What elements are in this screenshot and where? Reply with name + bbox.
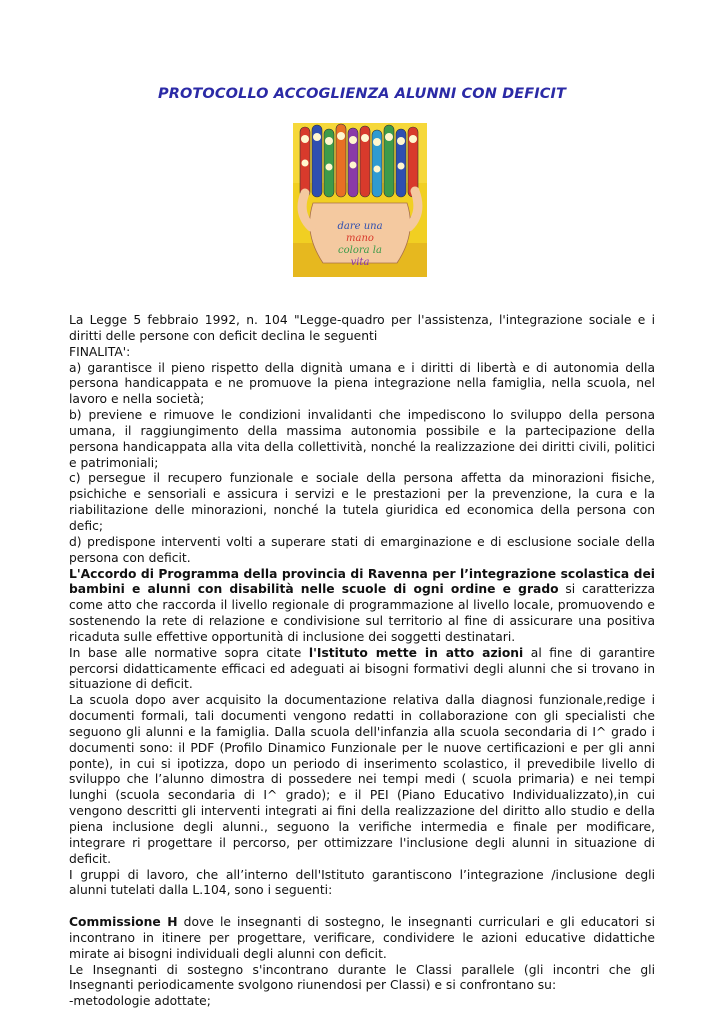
- accordo-bold-text: L'Accordo di Programma della provincia di Ravenna per l’integrazione scolastica dei bambini e alunni con disabilità nelle scuole di ogni ordine e grado: [69, 566, 655, 597]
- paragraph-accordo-programma: [69, 567, 655, 646]
- caption-line-3: colora la: [338, 245, 382, 256]
- istituto-text-b: al fine di garantire percorsi didatticamente efficaci ed adeguati ai bisogni formativi degli alunni che si trovano in situazione di deficit.: [69, 645, 655, 692]
- paragraph-gruppi-lavoro: I gruppi di lavoro, che all’interno dell'Istituto garantiscono l’integrazione /inclusione degli alunni tutelati dalla L.104, sono i seguenti:: [69, 867, 655, 898]
- paragraph-istituto-azioni: [69, 646, 655, 694]
- paragraph-finalita-c: c) persegue il recupero funzionale e sociale della persona affetta da minorazioni fisiche, psichiche e sensoriali e assicura i servizi e le prestazioni per la prevenzione, la cura e la riabilitazione delle minorazioni, nonché la tutela giuridica ed economica della persona con defic;: [69, 471, 655, 533]
- istituto-bold-text: l'Istituto mette in atto azioni: [308, 645, 524, 660]
- painted-hands-illustration: [293, 123, 427, 277]
- paragraph-documentazione: La scuola dopo aver acquisito la documentazione relativa dalla diagnosi funzionale,redige i documenti formali, tali documenti vengono redatti in collaborazione con gli specialisti che seguono gli alunni e la famiglia. Dalla scuola dell'infanzia alla scuola secondaria di I^ grado i documenti sono: il PDF (Profilo Dinamico Funzionale per le nuove certificazioni e per gli anni ponte), in cui si ipotizza, dopo un periodo di inserimento scolastico, il prevedibile livello di sviluppo che l’alunno dimostra di possedere nei tempi medi ( scuola primaria) e nei tempi lunghi (scuola secondaria di I^ grado); e il PEI (Piano Educativo Individualizzato),in cui vengono descritti gli interventi integrati ai fini della realizzazione del diritto allo studio e della piena inclusione degli alunni., seguono la verifiche intermedia e finale per modificare, integrare ri progettare il percorso, per ottimizzare l'inclusione degli alunni in situazione di deficit.: [69, 693, 655, 866]
- commissione-bold-text: Commissione H: [69, 915, 178, 930]
- paragraph-commissione-h: [69, 915, 655, 963]
- paragraph-finalita-heading: FINALITA':: [69, 344, 131, 359]
- paragraph-spacer: [69, 899, 655, 915]
- caption-line-1: dare una: [337, 221, 383, 232]
- document-title: PROTOCOLLO ACCOGLIENZA ALUNNI CON DEFICIT: [158, 86, 566, 102]
- istituto-text-a: In base alle normative sopra citate: [69, 645, 309, 660]
- paragraph-finalita-b: b) previene e rimuove le condizioni invalidanti che impediscono lo sviluppo della persona umana, il raggiungimento della massima autonomia possibile e la partecipazione della persona handicappata alla vita della collettività, nonché la realizzazione dei diritti civili, politici e patrimoniali;: [69, 408, 655, 470]
- hands-poster-image: [293, 123, 427, 277]
- caption-line-2: mano: [346, 233, 374, 244]
- commissione-text: dove le insegnanti di sostegno, le insegnanti curriculari e gli educatori si incontrano in itinere per progettare, verificare, condividere le azioni educative didattiche mirate ai bisogni individuali degli alunni con deficit.: [69, 915, 655, 961]
- paragraph-insegnanti-sostegno: Le Insegnanti di sostegno s'incontrano durante le Classi parallele (gli incontri che gli Insegnanti periodicamente svolgono riunendosi per Classi) e si confrontano su:: [69, 962, 655, 993]
- paragraph-finalita-a: a) garantisce il pieno rispetto della dignità umana e i diritti di libertà e di autonomia della persona handicappata e ne promuove la piena integrazione nella famiglia, nella scuola, nel lavoro e nella società;: [69, 360, 655, 407]
- accordo-text: si caratterizza come atto che raccorda il livello regionale di programmazione al livello locale, promuovendo e sostenendo la rete di relazione e condivisione sul territorio al fine di assicurare una positiva ricaduta sulle effettive opportunità di inclusione dei soggetti destinatari.: [69, 582, 656, 644]
- paragraph-legge-104: La Legge 5 febbraio 1992, n. 104 "Legge-quadro per l'assistenza, l'integrazione sociale e i diritti delle persone con deficit declina le seguenti: [69, 313, 655, 343]
- paragraph-metodologie: -metodologie adottate;: [69, 994, 211, 1009]
- document-body: [69, 313, 655, 1010]
- paragraph-finalita-d: d) predispone interventi volti a superare stati di emarginazione e di esclusione sociale della persona con deficit.: [69, 534, 655, 565]
- caption-line-4: vita: [350, 257, 370, 268]
